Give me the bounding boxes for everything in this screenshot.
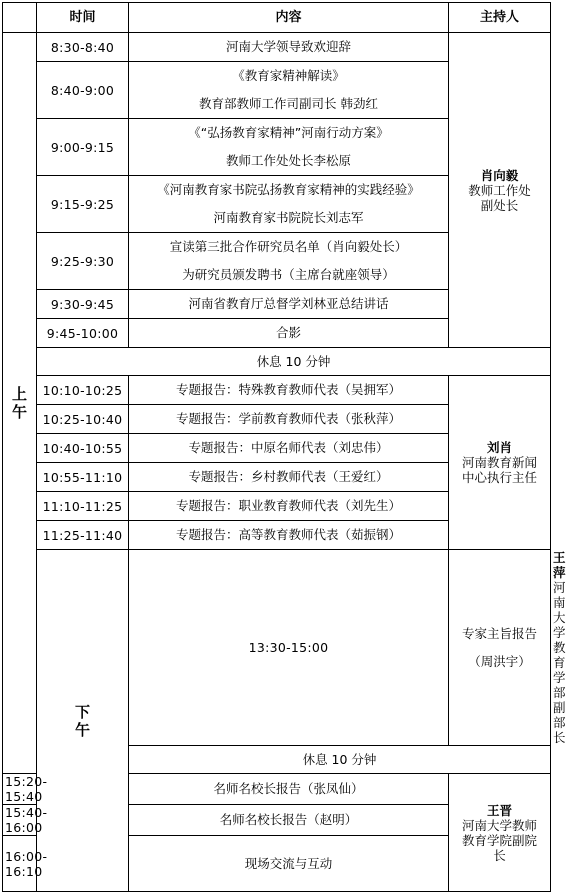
header-time: 时间 bbox=[37, 3, 129, 33]
content-cell: 现场交流与互动 bbox=[129, 836, 449, 892]
host-cell: 刘肖 河南教育新闻 中心执行主任 bbox=[449, 376, 551, 550]
content-cell: 合影 bbox=[129, 319, 449, 348]
time-cell: 10:25-10:40 bbox=[37, 405, 129, 434]
content-cell: 宣读第三批合作研究员名单（肖向毅处长） 为研究员颁发聘书（主席台就座领导） bbox=[129, 233, 449, 290]
content-cell: 名师名校长报告（张凤仙） bbox=[129, 774, 449, 805]
content-cell: 《河南教育家书院弘扬教育家精神的实践经验》 河南教育家书院院长刘志军 bbox=[129, 176, 449, 233]
period-morning: 上 午 bbox=[3, 33, 37, 774]
content-cell: 专题报告：特殊教育教师代表（吴拥军） bbox=[129, 376, 449, 405]
host-cell: 王晋 河南大学教师 教育学院副院 长 bbox=[449, 774, 551, 892]
header-blank bbox=[3, 3, 37, 33]
table-row: 下 午 13:30-15:00 专家主旨报告（周洪宇） 王萍 河南大学教育 学部 副部长 bbox=[3, 550, 551, 746]
time-cell: 8:30-8:40 bbox=[37, 33, 129, 62]
time-cell: 9:30-9:45 bbox=[37, 290, 129, 319]
time-cell: 13:30-15:00 bbox=[129, 550, 449, 746]
content-cell: 专题报告：高等教育教师代表（茹振钢） bbox=[129, 521, 449, 550]
schedule-table bbox=[2, 2, 566, 892]
time-cell: 9:45-10:00 bbox=[37, 319, 129, 348]
header-host: 主持人 bbox=[449, 3, 551, 33]
content-cell: 专题报告：学前教育教师代表（张秋萍） bbox=[129, 405, 449, 434]
content-cell: 河南大学领导致欢迎辞 bbox=[129, 33, 449, 62]
time-cell: 11:10-11:25 bbox=[37, 492, 129, 521]
content-cell: 专题报告：中原名师代表（刘忠伟） bbox=[129, 434, 449, 463]
break-cell: 休息 10 分钟 bbox=[129, 746, 551, 774]
time-cell: 10:10-10:25 bbox=[37, 376, 129, 405]
break-row bbox=[3, 348, 551, 376]
time-cell: 10:55-11:10 bbox=[37, 463, 129, 492]
content-cell: 河南省教育厅总督学刘林亚总结讲话 bbox=[129, 290, 449, 319]
time-cell: 11:25-11:40 bbox=[37, 521, 129, 550]
time-cell: 9:00-9:15 bbox=[37, 119, 129, 176]
time-cell: 15:20-15:40 bbox=[3, 774, 37, 805]
content-cell: 专题报告：乡村教师代表（王爱红） bbox=[129, 463, 449, 492]
content-cell: 《“弘扬教育家精神”河南行动方案》 教师工作处处长李松原 bbox=[129, 119, 449, 176]
content-cell: 名师名校长报告（赵明） bbox=[129, 805, 449, 836]
time-cell: 16:00-16:10 bbox=[3, 836, 37, 892]
period-afternoon: 下 午 bbox=[37, 550, 129, 892]
time-cell: 10:40-10:55 bbox=[37, 434, 129, 463]
content-cell: 专题报告：职业教育教师代表（刘先生） bbox=[129, 492, 449, 521]
time-cell: 9:25-9:30 bbox=[37, 233, 129, 290]
content-cell: 《教育家精神解读》 教育部教师工作司副司长 韩劲红 bbox=[129, 62, 449, 119]
time-cell: 9:15-9:25 bbox=[37, 176, 129, 233]
break-cell: 休息 10 分钟 bbox=[37, 348, 551, 376]
table-row bbox=[3, 33, 551, 62]
header-content: 内容 bbox=[129, 3, 449, 33]
table-row bbox=[3, 376, 551, 405]
time-cell: 8:40-9:00 bbox=[37, 62, 129, 119]
content-cell: 专家主旨报告（周洪宇） bbox=[449, 550, 551, 746]
host-cell: 肖向毅 教师工作处 副处长 bbox=[449, 33, 551, 348]
time-cell: 15:40-16:00 bbox=[3, 805, 37, 836]
